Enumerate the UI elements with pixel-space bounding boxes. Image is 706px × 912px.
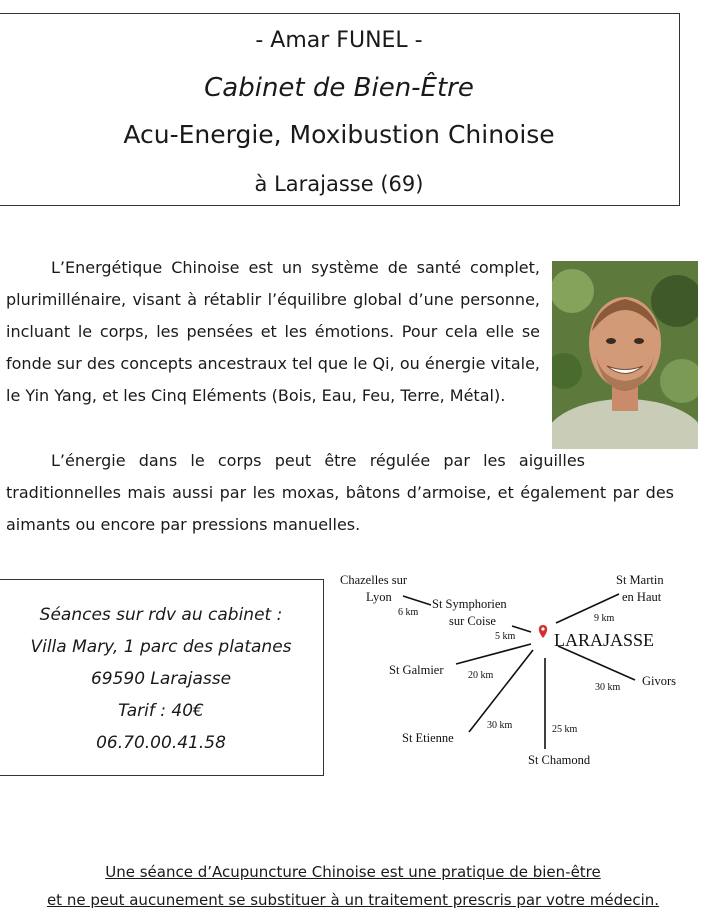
city-line: 69590 Larajasse: [90, 669, 232, 689]
energy-line: L’énergie dans le corps peut être régulée par les aiguilles: [51, 451, 585, 470]
road-galmier: [456, 644, 531, 664]
intro-line: L’Energétique Chinoise est un système de santé complet,: [51, 258, 540, 277]
address-line: Villa Mary, 1 parc des platanes: [30, 637, 292, 657]
portrait-photo: [552, 261, 698, 449]
access-map: [336, 568, 706, 773]
location-title: à Larajasse (69): [254, 172, 424, 196]
energy-paragraph: [6, 445, 674, 541]
access-map-diagram: [336, 568, 706, 773]
energy-line: aimants ou encore par pressions manuelles.: [6, 515, 361, 534]
map-label-chazelles: Lyon: [366, 590, 392, 604]
map-distance-givors: 30 km: [595, 682, 621, 693]
map-distance-etienne: 30 km: [487, 720, 513, 731]
header-box: [0, 13, 680, 206]
intro-line: le Yin Yang, et les Cinq Eléments (Bois, Eau, Feu, Terre, Métal).: [6, 386, 506, 405]
map-label-chazelles: Chazelles sur: [340, 573, 407, 587]
map-label-symphorien: sur Coise: [449, 614, 496, 628]
practitioner-name: - Amar FUNEL -: [255, 28, 423, 53]
map-distance-martin: 9 km: [594, 613, 615, 624]
location-pin-icon: [539, 625, 547, 638]
map-label-chamond: St Chamond: [528, 753, 591, 767]
disclaimer-line-2: et ne peut aucunement se substituer à un traitement prescris par votre médecin.: [46, 891, 660, 909]
map-distance-symphorien: 5 km: [495, 631, 516, 642]
map-label-galmier: St Galmier: [389, 663, 444, 677]
map-center-label: LARAJASSE: [554, 630, 655, 650]
map-distance-chazelles: 6 km: [398, 607, 419, 618]
portrait-icon: [552, 261, 698, 449]
intro-paragraph: [6, 252, 540, 412]
disclaimer-line-1: Une séance d’Acupuncture Chinoise est une pratique de bien-être: [105, 863, 601, 881]
intro-line: plurimillénaire, visant à rétablir l’équilibre global d’une personne,: [6, 290, 540, 309]
road-chazelles: [403, 596, 431, 605]
intro-line: fonde sur des concepts ancestraux tel que le Qi, ou énergie vitale,: [6, 354, 540, 373]
map-label-martin: St Martin: [616, 573, 664, 587]
map-label-symphorien: St Symphorien: [432, 597, 507, 611]
cabinet-title: Cabinet de Bien-Être: [204, 73, 474, 103]
map-label-martin: en Haut: [622, 590, 662, 604]
energy-line: traditionnelles mais aussi par les moxas, bâtons d’armoise, et également par des: [6, 483, 674, 502]
specialty-title: Acu-Energie, Moxibustion Chinoise: [123, 120, 555, 149]
appointment-line: Séances sur rdv au cabinet :: [39, 605, 283, 625]
appointment-box: [0, 579, 324, 776]
map-label-givors: Givors: [642, 674, 677, 688]
map-distance-chamond: 25 km: [552, 724, 578, 735]
intro-line: incluant le corps, les pensées et les émotions. Pour cela elle se: [6, 322, 540, 341]
phone-line[interactable]: 06.70.00.41.58: [96, 733, 226, 753]
road-givors: [558, 646, 635, 680]
tarif-line: Tarif : 40€: [118, 701, 204, 721]
map-label-etienne: St Etienne: [402, 731, 454, 745]
map-distance-galmier: 20 km: [468, 670, 494, 681]
